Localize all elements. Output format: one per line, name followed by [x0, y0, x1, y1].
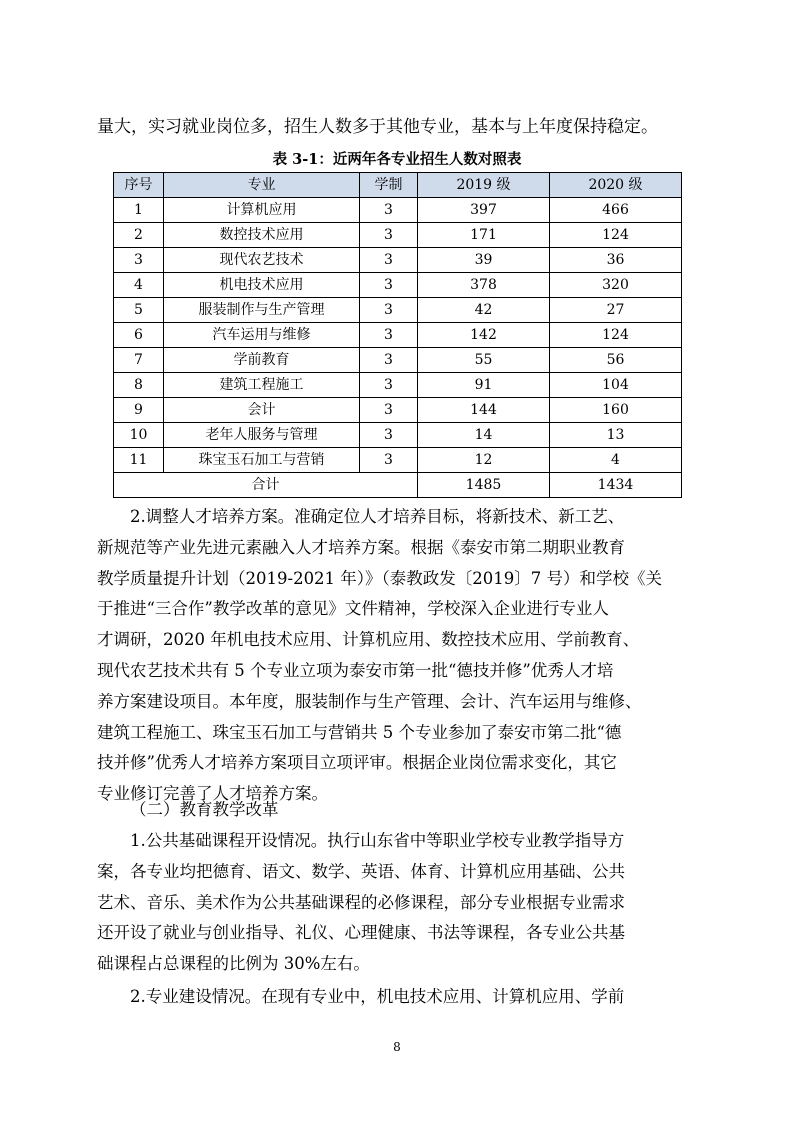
header-major: 专业 [164, 173, 360, 198]
cell-2020: 320 [550, 273, 682, 298]
cell-2019: 397 [418, 198, 550, 223]
cell-2019: 55 [418, 348, 550, 373]
table-caption: 表 3-1：近两年各专业招生人数对照表 [272, 151, 522, 168]
paragraph-line: 现代农艺技术共有 5 个专业立项为泰安市第一批“德技并修”优秀人才培 [97, 660, 614, 680]
paragraph-line: 教学质量提升计划（2019-2021 年）》（泰教政发〔2019〕7 号）和学校《关 [97, 568, 663, 588]
cell-2019: 91 [418, 373, 550, 398]
header-2020: 2020 级 [550, 173, 682, 198]
cell-duration: 3 [360, 298, 418, 323]
table-header-row [114, 173, 682, 198]
cell-major: 汽车运用与维修 [164, 323, 360, 348]
cell-major: 计算机应用 [164, 198, 360, 223]
total-label: 合计 [114, 473, 418, 498]
cell-index: 11 [114, 448, 164, 473]
table-row [114, 198, 682, 223]
paragraph-talent-training [97, 502, 697, 810]
cell-index: 3 [114, 248, 164, 273]
cell-major: 会计 [164, 398, 360, 423]
cell-2019: 39 [418, 248, 550, 273]
cell-2019: 142 [418, 323, 550, 348]
cell-2019: 144 [418, 398, 550, 423]
cell-2019: 12 [418, 448, 550, 473]
cell-index: 5 [114, 298, 164, 323]
paragraph-line: 还开设了就业与创业指导、礼仪、心理健康、书法等课程，各专业公共基 [97, 923, 625, 943]
cell-duration: 3 [360, 398, 418, 423]
cell-major: 学前教育 [164, 348, 360, 373]
total-2020: 1434 [550, 473, 682, 498]
cell-duration: 3 [360, 223, 418, 248]
paragraph-public-courses [97, 826, 697, 980]
paragraph-line: 于推进“三合作”教学改革的意见》文件精神，学校深入企业进行专业人 [97, 599, 609, 619]
total-2019: 1485 [418, 473, 550, 498]
paragraph-line: 技并修”优秀人才培养方案项目立项评审。根据企业岗位需求变化，其它 [97, 753, 617, 773]
header-2019: 2019 级 [418, 173, 550, 198]
paragraph-line: 养方案建设项目。本年度，服装制作与生产管理、会计、汽车运用与维修、 [97, 691, 642, 711]
paragraph-line: 专业修订完善了人才培养方案。 [97, 784, 328, 804]
paragraph-line: 2.专业建设情况。在现有专业中，机电技术应用、计算机应用、学前 [130, 987, 625, 1006]
cell-index: 2 [114, 223, 164, 248]
table-row [114, 348, 682, 373]
header-index: 序号 [114, 173, 164, 198]
paragraph-line: 艺术、音乐、美术作为公共基础课程的必修课程，部分专业根据专业需求 [97, 892, 625, 912]
cell-index: 10 [114, 423, 164, 448]
cell-2019: 14 [418, 423, 550, 448]
cell-index: 4 [114, 273, 164, 298]
cell-2019: 42 [418, 298, 550, 323]
cell-2020: 56 [550, 348, 682, 373]
table-row [114, 323, 682, 348]
cell-major: 珠宝玉石加工与营销 [164, 448, 360, 473]
cell-major: 老年人服务与管理 [164, 423, 360, 448]
cell-index: 1 [114, 198, 164, 223]
paragraph-line: 才调研，2020 年机电技术应用、计算机应用、数控技术应用、学前教育、 [97, 630, 640, 650]
table-row [114, 373, 682, 398]
cell-2020: 13 [550, 423, 682, 448]
cell-major: 现代农艺技术 [164, 248, 360, 273]
page-number: 8 [393, 1040, 401, 1054]
cell-2019: 378 [418, 273, 550, 298]
cell-major: 服装制作与生产管理 [164, 298, 360, 323]
cell-2020: 27 [550, 298, 682, 323]
cell-duration: 3 [360, 198, 418, 223]
cell-2020: 104 [550, 373, 682, 398]
table-row [114, 423, 682, 448]
intro-line: 量大，实习就业岗位多，招生人数多于其他专业，基本与上年度保持稳定。 [97, 117, 658, 137]
table-row [114, 448, 682, 473]
cell-2020: 124 [550, 223, 682, 248]
cell-duration: 3 [360, 423, 418, 448]
cell-2020: 160 [550, 398, 682, 423]
cell-2020: 466 [550, 198, 682, 223]
cell-major: 数控技术应用 [164, 223, 360, 248]
table-row [114, 248, 682, 273]
paragraph-line: 1.公共基础课程开设情况。执行山东省中等职业学校专业教学指导方 [130, 831, 625, 850]
cell-major: 建筑工程施工 [164, 373, 360, 398]
cell-index: 8 [114, 373, 164, 398]
cell-duration: 3 [360, 373, 418, 398]
cell-2020: 124 [550, 323, 682, 348]
paragraph-line: 2.调整人才培养方案。准确定位人才培养目标，将新技术、新工艺、 [130, 507, 625, 526]
table-row [114, 273, 682, 298]
table-total-row [114, 473, 682, 498]
cell-2020: 36 [550, 248, 682, 273]
paragraph-line: 建筑工程施工、珠宝玉石加工与营销共 5 个专业参加了泰安市第二批“德 [97, 722, 622, 742]
table-row [114, 223, 682, 248]
table-row [114, 398, 682, 423]
cell-duration: 3 [360, 273, 418, 298]
cell-duration: 3 [360, 248, 418, 273]
cell-2020: 4 [550, 448, 682, 473]
cell-major: 机电技术应用 [164, 273, 360, 298]
cell-duration: 3 [360, 448, 418, 473]
section-heading: （二）教育教学改革 [130, 800, 279, 819]
paragraph-line: 案，各专业均把德育、语文、数学、英语、体育、计算机应用基础、公共 [97, 861, 625, 881]
paragraph-line: 础课程占总课程的比例为 30%左右。 [97, 954, 370, 974]
table-row [114, 298, 682, 323]
cell-index: 7 [114, 348, 164, 373]
header-duration: 学制 [360, 173, 418, 198]
cell-2019: 171 [418, 223, 550, 248]
cell-index: 6 [114, 323, 164, 348]
paragraph-major-construction [97, 982, 697, 1013]
cell-duration: 3 [360, 348, 418, 373]
enrollment-table [113, 172, 682, 498]
cell-index: 9 [114, 398, 164, 423]
paragraph-line: 新规范等产业先进元素融入人才培养方案。根据《泰安市第二期职业教育 [97, 537, 625, 557]
cell-duration: 3 [360, 323, 418, 348]
